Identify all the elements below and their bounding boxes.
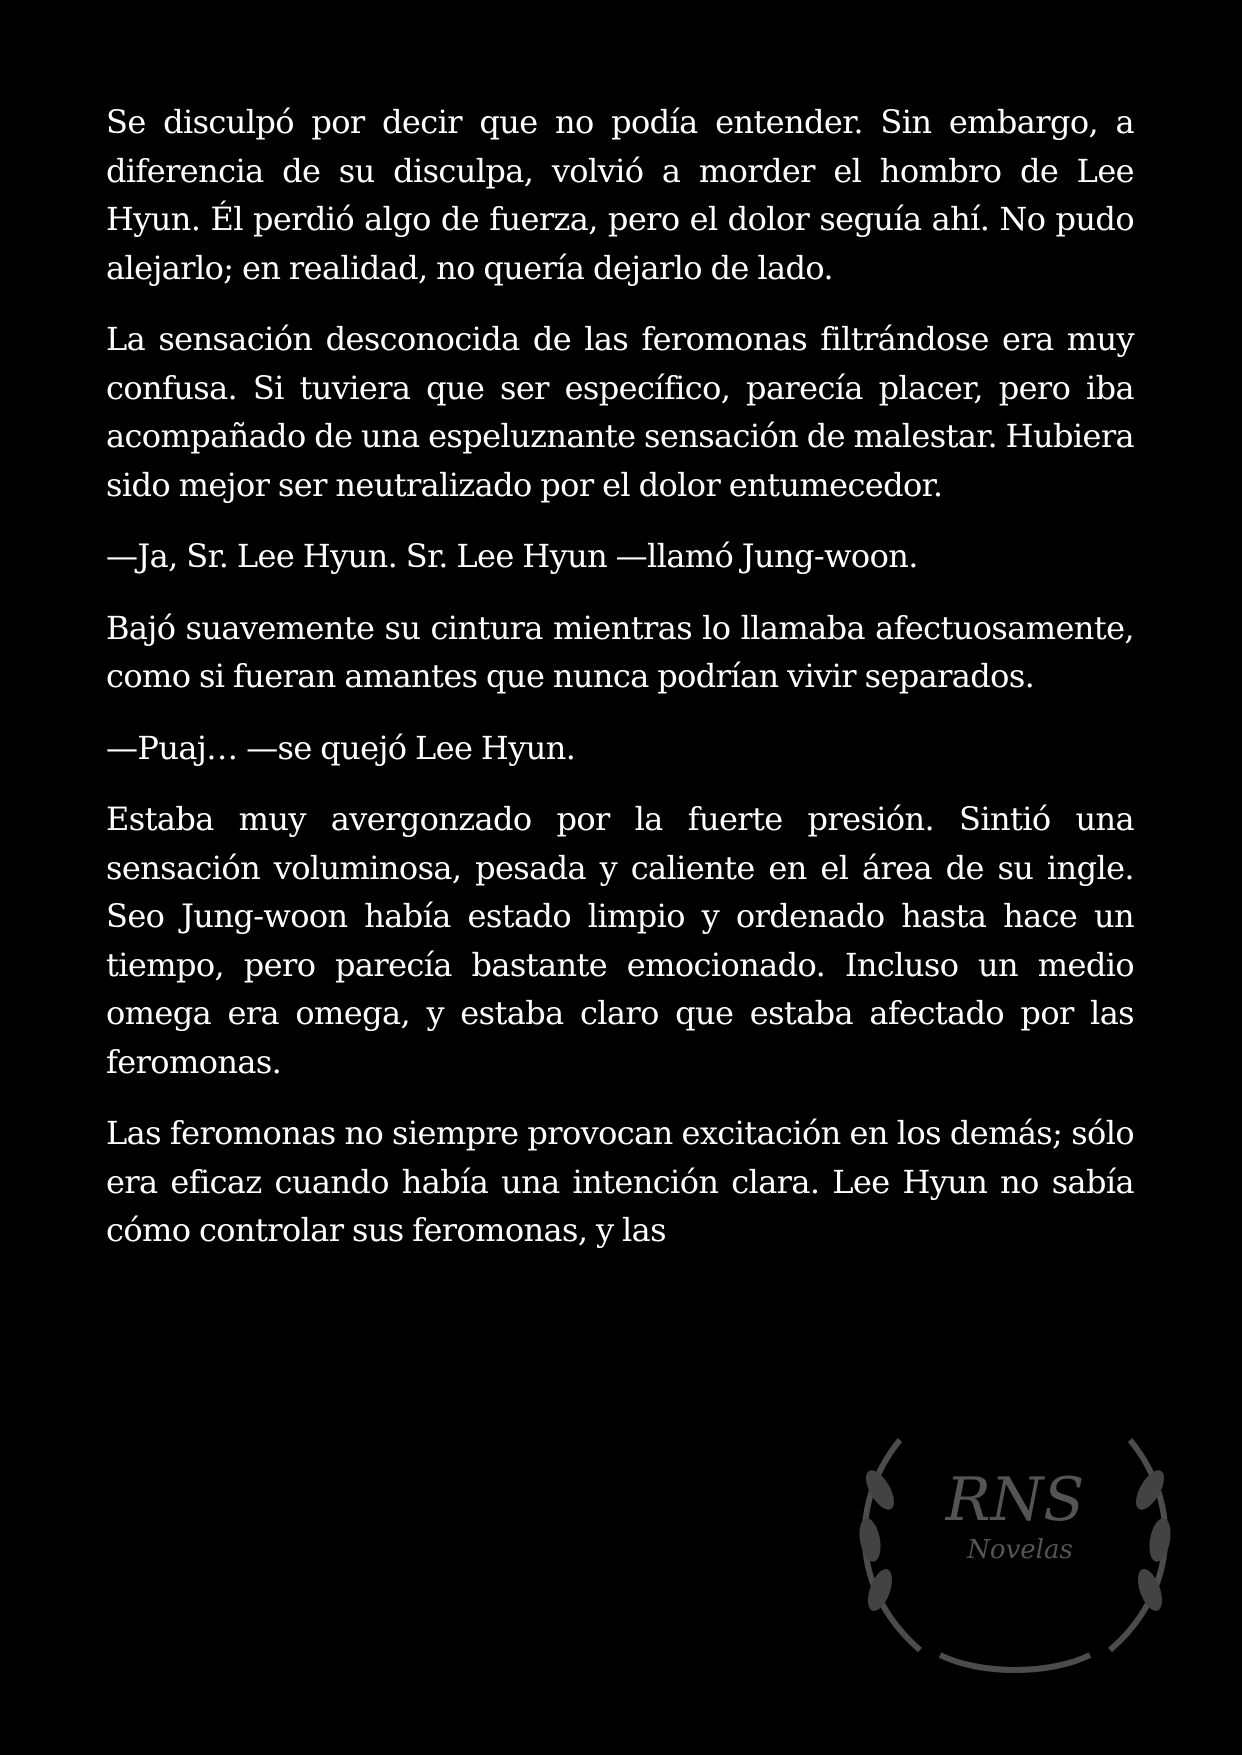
watermark-title: RNS xyxy=(945,1465,1085,1535)
watermark-subtitle: Novelas xyxy=(967,1535,1073,1565)
document-body xyxy=(106,98,1134,1278)
paragraph: —Puaj… —se quejó Lee Hyun. xyxy=(106,728,576,767)
paragraph: Bajó suavemente su cintura mientras lo llamaba afectuosamente, como si fueran amantes que nunca podrían vivir separados. xyxy=(106,608,1134,695)
paragraph: Estaba muy avergonzado por la fuerte presión. Sintió una sensación voluminosa, pesada y caliente en el área de su ingle. Seo Jung-woon había estado limpio y ordenado hasta hace un tiempo, pero parecía bastante emocionado. Incluso un medio omega era omega, y estaba claro que estaba afectado por las feromonas. xyxy=(106,800,1134,1081)
paragraph: Las feromonas no siempre provocan excitación en los demás; sólo era eficaz cuando había una intención clara. Lee Hyun no sabía cómo controlar sus feromonas, y las xyxy=(106,1114,1134,1249)
watermark-logo xyxy=(840,1420,1190,1690)
paragraph: —Ja, Sr. Lee Hyun. Sr. Lee Hyun —llamó Jung-woon. xyxy=(106,537,918,575)
paragraph: Se disculpó por decir que no podía entender. Sin embargo, a diferencia de su disculpa, volvió a morder el hombro de Lee Hyun. Él perdió algo de fuerza, pero el dolor seguía ahí. No pudo alejarlo; en realidad, no quería dejarlo de lado. xyxy=(106,103,1134,287)
paragraph: La sensación desconocida de las feromonas filtrándose era muy confusa. Si tuviera que ser específico, parecía placer, pero iba acompañado de una espeluznante sensación de malestar. Hubiera sido mejor ser neutralizado por el dolor entumecedor. xyxy=(106,320,1134,504)
